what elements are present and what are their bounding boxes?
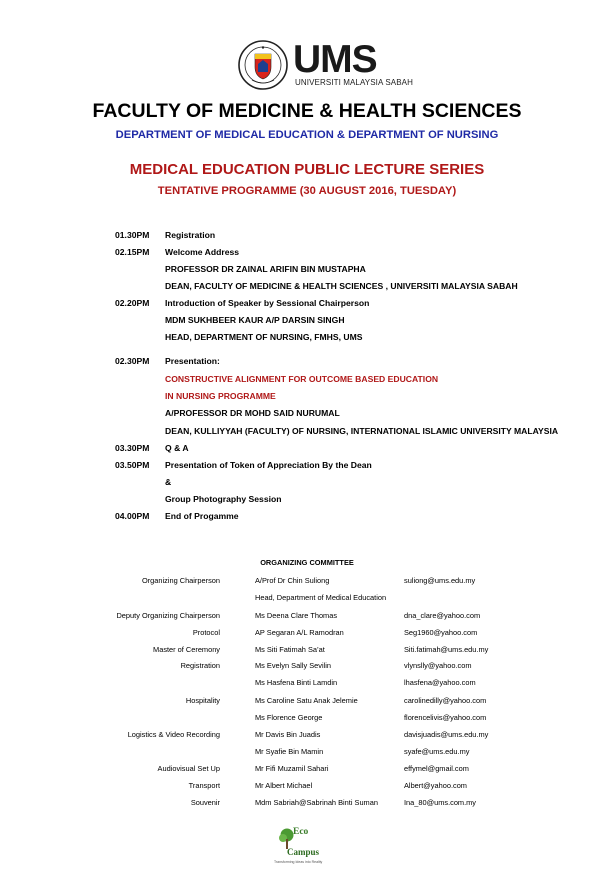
programme-detail: Group Photography Session (165, 494, 282, 504)
programme-time: 02.20PM (115, 298, 150, 308)
committee-email: Ina_80@ums.com.my (404, 798, 476, 807)
lecture-topic: CONSTRUCTIVE ALIGNMENT FOR OUTCOME BASED EDUCATION (165, 374, 439, 384)
programme-detail: PROFESSOR DR ZAINAL ARIFIN BIN MUSTAPHA (165, 264, 366, 274)
committee-email: lhasfena@yahoo.com (404, 678, 476, 687)
committee-email: carolinedilly@yahoo.com (404, 696, 487, 705)
logo-subtitle: UNIVERSITI MALAYSIA SABAH (295, 78, 413, 87)
programme-detail: & (165, 477, 172, 487)
programme-time: 01.30PM (115, 230, 150, 240)
committee-name: AP Segaran A/L Ramodran (255, 628, 344, 637)
programme-item: Presentation of Token of Appreciation By the Dean (165, 460, 372, 470)
programme-time: 03.30PM (115, 443, 150, 453)
committee-role: Master of Ceremony (153, 645, 220, 654)
programme-detail: A/PROFESSOR DR MOHD SAID NURUMAL (165, 408, 340, 418)
committee-name: Ms Caroline Satu Anak Jelemie (255, 696, 358, 705)
campus-word: Campus (287, 847, 320, 857)
committee-name: Ms Siti Fatimah Sa’at (255, 645, 325, 654)
committee-role: Deputy Organizing Chairperson (116, 611, 220, 620)
programme-time: 02.15PM (115, 247, 150, 257)
committee-email: Siti.fatimah@ums.edu.my (404, 645, 489, 654)
committee-name: Ms Deena Clare Thomas (255, 611, 338, 620)
committee-name: Mr Davis Bin Juadis (255, 730, 321, 739)
programme-item: Registration (165, 230, 216, 240)
committee-email: davisjuadis@ums.edu.my (404, 730, 489, 739)
committee-role: Logistics & Video Recording (127, 730, 220, 739)
eco-tagline: Transforming Ideas into Reality (274, 860, 323, 864)
committee-email: vlynslly@yahoo.com (404, 661, 472, 670)
committee-role: Registration (180, 661, 220, 670)
programme-time: 04.00PM (115, 511, 150, 521)
committee-name: Head, Department of Medical Education (255, 593, 387, 602)
faculty-title: FACULTY OF MEDICINE & HEALTH SCIENCES (92, 100, 522, 122)
committee-email: dna_clare@yahoo.com (404, 611, 481, 620)
committee-name: Ms Florence George (255, 713, 323, 722)
committee-role: Audiovisual Set Up (157, 764, 220, 773)
lecture-topic: IN NURSING PROGRAMME (165, 391, 276, 401)
committee-email: florencelivis@yahoo.com (404, 713, 487, 722)
committee-name: Mr Albert Michael (255, 781, 313, 790)
university-logo (0, 40, 614, 92)
programme-detail: HEAD, DEPARTMENT OF NURSING, FMHS, UMS (165, 332, 363, 342)
committee-name: A/Prof Dr Chin Suliong (255, 576, 330, 585)
committee-name: Mr Fifi Muzamil Sahari (255, 764, 329, 773)
tentative-programme-title: TENTATIVE PROGRAMME (30 AUGUST 2016, TUESDAY) (157, 185, 457, 197)
university-seal-icon (238, 40, 288, 90)
programme-time: 03.50PM (115, 460, 150, 470)
committee-name: Ms Evelyn Sally Sevilin (255, 661, 331, 670)
programme-item: Welcome Address (165, 247, 240, 257)
lecture-series-title: MEDICAL EDUCATION PUBLIC LECTURE SERIES (129, 161, 485, 178)
committee-role: Organizing Chairperson (141, 576, 220, 585)
committee-email: effymel@gmail.com (404, 764, 469, 773)
committee-role: Protocol (192, 628, 220, 637)
committee-role: Transport (188, 781, 220, 790)
programme-detail: DEAN, FACULTY OF MEDICINE & HEALTH SCIENCES , UNIVERSITI MALAYSIA SABAH (165, 281, 518, 291)
committee-email: Albert@yahoo.com (404, 781, 467, 790)
committee-role: Souvenir (190, 798, 220, 807)
eco-word: Eco (293, 827, 309, 837)
programme-item: Presentation: (165, 356, 220, 366)
committee-name: Ms Hasfena Binti Lamdin (255, 678, 338, 687)
committee-name: Mr Syafie Bin Mamin (255, 747, 324, 756)
programme-item: End of Progamme (165, 511, 239, 521)
programme-time: 02.30PM (115, 356, 150, 366)
programme-item: Introduction of Speaker by Sessional Chairperson (165, 298, 370, 308)
programme-item: Q & A (165, 443, 189, 453)
committee-email: syafe@ums.edu.my (404, 747, 470, 756)
committee-role: Hospitality (185, 696, 220, 705)
programme-detail: DEAN, KULLIYYAH (FACULTY) OF NURSING, INTERNATIONAL ISLAMIC UNIVERSITY MALAYSIA (165, 426, 559, 436)
programme-detail: MDM SUKHBEER KAUR A/P DARSIN SINGH (165, 315, 345, 325)
committee-title: ORGANIZING COMMITTEE (260, 558, 354, 567)
committee-email: suliong@ums.edu.my (404, 576, 476, 585)
department-title: DEPARTMENT OF MEDICAL EDUCATION & DEPARTMENT OF NURSING (115, 129, 499, 141)
committee-name: Mdm Sabriah@Sabrinah Binti Suman (255, 798, 378, 807)
committee-email: Seg1960@yahoo.com (404, 628, 478, 637)
logo-wordmark: UMS (293, 38, 377, 81)
